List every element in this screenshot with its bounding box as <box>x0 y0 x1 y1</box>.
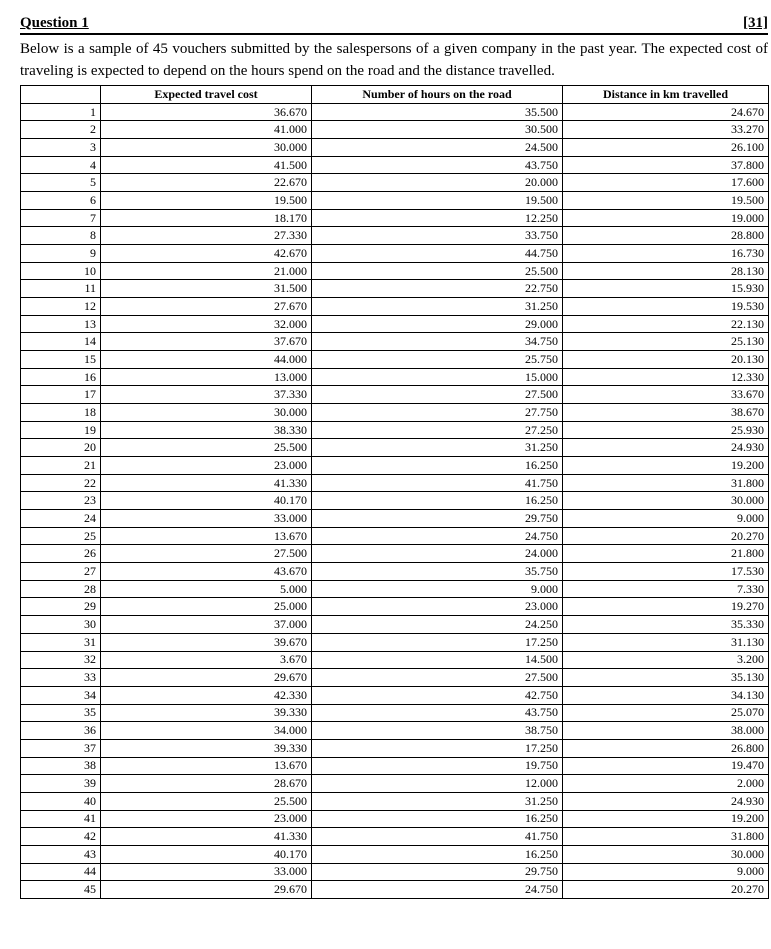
distance-cell: 20.270 <box>563 527 769 545</box>
hours-cell: 17.250 <box>312 633 563 651</box>
row-index-cell: 34 <box>21 686 101 704</box>
table-row <box>21 510 769 528</box>
hours-cell: 43.750 <box>312 156 563 174</box>
hours-cell: 29.000 <box>312 315 563 333</box>
distance-cell: 28.130 <box>563 262 769 280</box>
table-row <box>21 315 769 333</box>
distance-cell: 16.730 <box>563 245 769 263</box>
distance-cell: 19.270 <box>563 598 769 616</box>
row-index-cell: 43 <box>21 845 101 863</box>
distance-cell: 2.000 <box>563 775 769 793</box>
hours-cell: 27.750 <box>312 404 563 422</box>
table-row <box>21 298 769 316</box>
hours-cell: 35.500 <box>312 103 563 121</box>
hours-cell: 38.750 <box>312 722 563 740</box>
distance-cell: 26.100 <box>563 139 769 157</box>
hours-cell: 24.500 <box>312 139 563 157</box>
travel-cost-cell: 42.670 <box>101 245 312 263</box>
table-row <box>21 245 769 263</box>
hours-cell: 27.500 <box>312 669 563 687</box>
travel-cost-cell: 27.500 <box>101 545 312 563</box>
row-index-cell: 20 <box>21 439 101 457</box>
table-row <box>21 739 769 757</box>
row-index-cell: 40 <box>21 792 101 810</box>
table-row <box>21 633 769 651</box>
travel-cost-cell: 23.000 <box>101 810 312 828</box>
row-index-cell: 41 <box>21 810 101 828</box>
distance-cell: 25.130 <box>563 333 769 351</box>
hours-cell: 30.500 <box>312 121 563 139</box>
travel-cost-cell: 30.000 <box>101 139 312 157</box>
row-index-cell: 27 <box>21 563 101 581</box>
distance-cell: 22.130 <box>563 315 769 333</box>
row-index-cell: 11 <box>21 280 101 298</box>
distance-cell: 33.270 <box>563 121 769 139</box>
header-distance-km: Distance in km travelled <box>563 86 769 104</box>
hours-cell: 27.500 <box>312 386 563 404</box>
distance-cell: 12.330 <box>563 368 769 386</box>
hours-cell: 16.250 <box>312 492 563 510</box>
travel-cost-cell: 29.670 <box>101 881 312 899</box>
vouchers-table <box>20 85 769 899</box>
hours-cell: 25.750 <box>312 351 563 369</box>
hours-cell: 41.750 <box>312 828 563 846</box>
table-row <box>21 863 769 881</box>
table-row <box>21 192 769 210</box>
table-row <box>21 386 769 404</box>
travel-cost-cell: 28.670 <box>101 775 312 793</box>
hours-cell: 31.250 <box>312 792 563 810</box>
hours-cell: 22.750 <box>312 280 563 298</box>
question-intro: Below is a sample of 45 vouchers submitted by the salespersons of a given company in the past year. The expected cost of traveling is expected to depend on the hours spend on the road and the distance travelled. <box>20 41 768 79</box>
travel-cost-cell: 21.000 <box>101 262 312 280</box>
distance-cell: 24.670 <box>563 103 769 121</box>
travel-cost-cell: 18.170 <box>101 209 312 227</box>
hours-cell: 34.750 <box>312 333 563 351</box>
row-index-cell: 35 <box>21 704 101 722</box>
travel-cost-cell: 39.330 <box>101 704 312 722</box>
distance-cell: 34.130 <box>563 686 769 704</box>
row-index-cell: 8 <box>21 227 101 245</box>
row-index-cell: 16 <box>21 368 101 386</box>
distance-cell: 35.130 <box>563 669 769 687</box>
travel-cost-cell: 37.670 <box>101 333 312 351</box>
row-index-cell: 3 <box>21 139 101 157</box>
question-page <box>20 15 768 899</box>
table-row <box>21 139 769 157</box>
header-hours-on-road: Number of hours on the road <box>312 86 563 104</box>
distance-cell: 24.930 <box>563 439 769 457</box>
table-row <box>21 722 769 740</box>
distance-cell: 26.800 <box>563 739 769 757</box>
distance-cell: 38.670 <box>563 404 769 422</box>
travel-cost-cell: 41.500 <box>101 156 312 174</box>
travel-cost-cell: 22.670 <box>101 174 312 192</box>
row-index-cell: 44 <box>21 863 101 881</box>
distance-cell: 19.470 <box>563 757 769 775</box>
travel-cost-cell: 41.330 <box>101 474 312 492</box>
row-index-cell: 7 <box>21 209 101 227</box>
travel-cost-cell: 3.670 <box>101 651 312 669</box>
row-index-cell: 24 <box>21 510 101 528</box>
table-row <box>21 580 769 598</box>
table-row <box>21 121 769 139</box>
row-index-cell: 36 <box>21 722 101 740</box>
hours-cell: 29.750 <box>312 510 563 528</box>
row-index-cell: 25 <box>21 527 101 545</box>
row-index-cell: 4 <box>21 156 101 174</box>
row-index-cell: 31 <box>21 633 101 651</box>
table-row <box>21 368 769 386</box>
table-row <box>21 704 769 722</box>
table-row <box>21 103 769 121</box>
travel-cost-cell: 32.000 <box>101 315 312 333</box>
hours-cell: 24.250 <box>312 616 563 634</box>
hours-cell: 16.250 <box>312 810 563 828</box>
distance-cell: 19.000 <box>563 209 769 227</box>
distance-cell: 31.130 <box>563 633 769 651</box>
row-index-cell: 9 <box>21 245 101 263</box>
travel-cost-cell: 33.000 <box>101 863 312 881</box>
distance-cell: 25.070 <box>563 704 769 722</box>
table-row <box>21 810 769 828</box>
travel-cost-cell: 30.000 <box>101 404 312 422</box>
row-index-cell: 15 <box>21 351 101 369</box>
row-index-cell: 22 <box>21 474 101 492</box>
table-row <box>21 156 769 174</box>
row-index-cell: 6 <box>21 192 101 210</box>
hours-cell: 23.000 <box>312 598 563 616</box>
distance-cell: 33.670 <box>563 386 769 404</box>
hours-cell: 25.500 <box>312 262 563 280</box>
hours-cell: 27.250 <box>312 421 563 439</box>
table-row <box>21 616 769 634</box>
table-row <box>21 598 769 616</box>
distance-cell: 7.330 <box>563 580 769 598</box>
travel-cost-cell: 31.500 <box>101 280 312 298</box>
distance-cell: 9.000 <box>563 510 769 528</box>
table-header-row <box>21 86 769 104</box>
table-row <box>21 474 769 492</box>
travel-cost-cell: 27.670 <box>101 298 312 316</box>
row-index-cell: 33 <box>21 669 101 687</box>
travel-cost-cell: 40.170 <box>101 845 312 863</box>
table-row <box>21 262 769 280</box>
table-row <box>21 174 769 192</box>
travel-cost-cell: 13.670 <box>101 757 312 775</box>
hours-cell: 17.250 <box>312 739 563 757</box>
distance-cell: 38.000 <box>563 722 769 740</box>
travel-cost-cell: 37.330 <box>101 386 312 404</box>
row-index-cell: 23 <box>21 492 101 510</box>
question-marks: [31] <box>743 15 768 31</box>
table-row <box>21 404 769 422</box>
distance-cell: 30.000 <box>563 492 769 510</box>
distance-cell: 30.000 <box>563 845 769 863</box>
distance-cell: 17.600 <box>563 174 769 192</box>
hours-cell: 24.750 <box>312 881 563 899</box>
hours-cell: 16.250 <box>312 845 563 863</box>
distance-cell: 20.270 <box>563 881 769 899</box>
hours-cell: 42.750 <box>312 686 563 704</box>
travel-cost-cell: 39.330 <box>101 739 312 757</box>
distance-cell: 25.930 <box>563 421 769 439</box>
hours-cell: 12.250 <box>312 209 563 227</box>
row-index-cell: 13 <box>21 315 101 333</box>
row-index-cell: 42 <box>21 828 101 846</box>
travel-cost-cell: 37.000 <box>101 616 312 634</box>
travel-cost-cell: 23.000 <box>101 457 312 475</box>
travel-cost-cell: 5.000 <box>101 580 312 598</box>
hours-cell: 15.000 <box>312 368 563 386</box>
travel-cost-cell: 29.670 <box>101 669 312 687</box>
row-index-cell: 18 <box>21 404 101 422</box>
table-row <box>21 686 769 704</box>
travel-cost-cell: 19.500 <box>101 192 312 210</box>
table-row <box>21 881 769 899</box>
row-index-cell: 29 <box>21 598 101 616</box>
travel-cost-cell: 41.330 <box>101 828 312 846</box>
distance-cell: 3.200 <box>563 651 769 669</box>
row-index-cell: 37 <box>21 739 101 757</box>
distance-cell: 19.530 <box>563 298 769 316</box>
distance-cell: 31.800 <box>563 828 769 846</box>
table-row <box>21 333 769 351</box>
travel-cost-cell: 40.170 <box>101 492 312 510</box>
table-row <box>21 457 769 475</box>
table-row <box>21 669 769 687</box>
table-row <box>21 439 769 457</box>
distance-cell: 15.930 <box>563 280 769 298</box>
hours-cell: 16.250 <box>312 457 563 475</box>
row-index-cell: 17 <box>21 386 101 404</box>
travel-cost-cell: 44.000 <box>101 351 312 369</box>
distance-cell: 31.800 <box>563 474 769 492</box>
row-index-cell: 1 <box>21 103 101 121</box>
table-row <box>21 792 769 810</box>
travel-cost-cell: 34.000 <box>101 722 312 740</box>
hours-cell: 12.000 <box>312 775 563 793</box>
table-row <box>21 492 769 510</box>
row-index-cell: 38 <box>21 757 101 775</box>
header-expected-travel-cost: Expected travel cost <box>101 86 312 104</box>
hours-cell: 19.750 <box>312 757 563 775</box>
distance-cell: 19.200 <box>563 457 769 475</box>
hours-cell: 24.000 <box>312 545 563 563</box>
table-row <box>21 775 769 793</box>
distance-cell: 35.330 <box>563 616 769 634</box>
table-row <box>21 651 769 669</box>
hours-cell: 44.750 <box>312 245 563 263</box>
table-row <box>21 757 769 775</box>
table-row <box>21 227 769 245</box>
row-index-cell: 28 <box>21 580 101 598</box>
table-row <box>21 421 769 439</box>
hours-cell: 33.750 <box>312 227 563 245</box>
travel-cost-cell: 39.670 <box>101 633 312 651</box>
table-row <box>21 351 769 369</box>
question-title: Question 1 <box>20 15 89 31</box>
travel-cost-cell: 25.000 <box>101 598 312 616</box>
row-index-cell: 5 <box>21 174 101 192</box>
row-index-cell: 45 <box>21 881 101 899</box>
distance-cell: 17.530 <box>563 563 769 581</box>
travel-cost-cell: 25.500 <box>101 792 312 810</box>
hours-cell: 9.000 <box>312 580 563 598</box>
travel-cost-cell: 38.330 <box>101 421 312 439</box>
table-row <box>21 280 769 298</box>
row-index-cell: 2 <box>21 121 101 139</box>
distance-cell: 21.800 <box>563 545 769 563</box>
question-header <box>20 15 768 35</box>
distance-cell: 19.200 <box>563 810 769 828</box>
hours-cell: 29.750 <box>312 863 563 881</box>
row-index-cell: 12 <box>21 298 101 316</box>
hours-cell: 31.250 <box>312 439 563 457</box>
travel-cost-cell: 27.330 <box>101 227 312 245</box>
hours-cell: 35.750 <box>312 563 563 581</box>
hours-cell: 31.250 <box>312 298 563 316</box>
travel-cost-cell: 13.000 <box>101 368 312 386</box>
distance-cell: 9.000 <box>563 863 769 881</box>
distance-cell: 24.930 <box>563 792 769 810</box>
table-body <box>21 103 769 898</box>
row-index-cell: 32 <box>21 651 101 669</box>
hours-cell: 43.750 <box>312 704 563 722</box>
distance-cell: 28.800 <box>563 227 769 245</box>
hours-cell: 41.750 <box>312 474 563 492</box>
table-row <box>21 563 769 581</box>
hours-cell: 19.500 <box>312 192 563 210</box>
travel-cost-cell: 42.330 <box>101 686 312 704</box>
travel-cost-cell: 36.670 <box>101 103 312 121</box>
distance-cell: 37.800 <box>563 156 769 174</box>
row-index-cell: 10 <box>21 262 101 280</box>
travel-cost-cell: 41.000 <box>101 121 312 139</box>
table-row <box>21 545 769 563</box>
row-index-cell: 19 <box>21 421 101 439</box>
row-index-cell: 26 <box>21 545 101 563</box>
table-row <box>21 828 769 846</box>
hours-cell: 14.500 <box>312 651 563 669</box>
travel-cost-cell: 43.670 <box>101 563 312 581</box>
row-index-cell: 14 <box>21 333 101 351</box>
hours-cell: 20.000 <box>312 174 563 192</box>
table-row <box>21 845 769 863</box>
table-row <box>21 209 769 227</box>
travel-cost-cell: 13.670 <box>101 527 312 545</box>
travel-cost-cell: 33.000 <box>101 510 312 528</box>
hours-cell: 24.750 <box>312 527 563 545</box>
travel-cost-cell: 25.500 <box>101 439 312 457</box>
header-index <box>21 86 101 104</box>
distance-cell: 19.500 <box>563 192 769 210</box>
row-index-cell: 21 <box>21 457 101 475</box>
table-row <box>21 527 769 545</box>
row-index-cell: 39 <box>21 775 101 793</box>
row-index-cell: 30 <box>21 616 101 634</box>
distance-cell: 20.130 <box>563 351 769 369</box>
